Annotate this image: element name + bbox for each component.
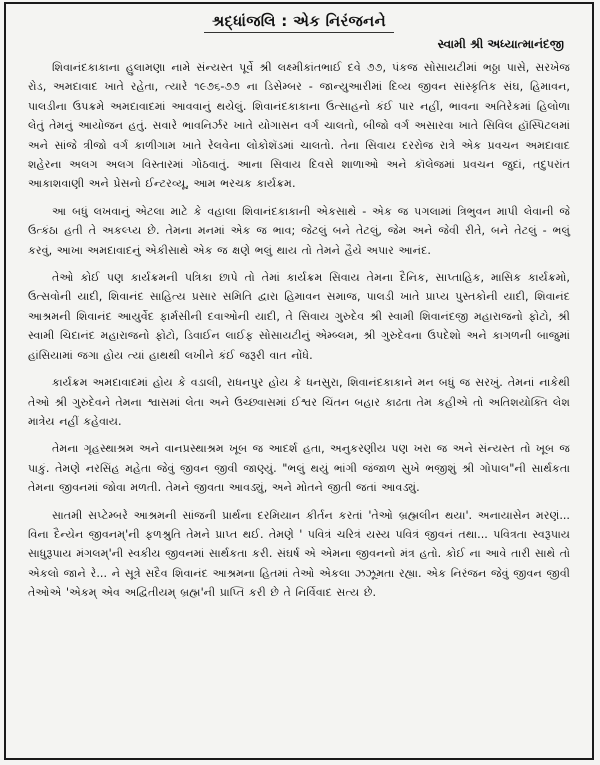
paragraph-4: કાર્યક્રમ અમદાવાદમાં હોય કે વડાલી, રાધનપુર હોય કે ધનસુરા, શિવાનંદકાકાને મન બધું જ સરખું. તેમનાં નાકેથી તેઓ શ્રી ગુરુદેવને તેમના શ્વાસમાં લેતા અને ઉચ્છ્વાસમાં ઈશ્વર ચિંતન બહાર કાઢતા તેમ કહીએ તો અતિશયોક્તિ લેશ માત્રેય નહીં કહેવાય. xyxy=(28,376,570,428)
article-title: શ્રદ્ધાંજલિ : એક નિરંજનને xyxy=(204,10,394,33)
paragraph-1: શિવાનંદકાકાના હુલામણા નામે સંન્યસ્ત પૂર્વે શ્રી લક્ષ્મીકાંતભાઈ દવે ૭૭, પંકજ સોસાયટીમાં ભઠ્ઠા પાસે, સરખેજ રોડ, અમદાવાદ ખાતે રહેતા, ત્યારે ૧૯૭૬-૭૭ ના ડિસેમ્બર - જાન્યુઆરીમાં દિવ્ય જીવન સાંસ્કૃતિક સંઘ, હિમાવન, પાલડીના ઉપક્રમે અમદાવાદમાં આવવાનું થયેલું. શિવાનંદકાકાના ઉત્સાહનો કંઈ પાર નહીં, ભાવના અતિરેકમાં હિલોળા લેતું તેમનું આયોજન હતું. સવારે ભાવનિર્ઝર ખાતે યોગાસન વર્ગ ચાલતો, બીજો વર્ગ અસારવા ખાતે સિવિલ હૉસ્પિટલમાં અને સાંજે ત્રીજો વર્ગ કાળીગામ ખાતે રેલવેના લોકોશૅડમાં ચાલતો. તેના સિવાય દરરોજ રાત્રે એક પ્રવચન અમદાવાદ શહેરના અલગ અલગ વિસ્તારમાં ગોઠવાતું. આના સિવાય દિવસે શાળાઓ અને કૉલેજમાં પ્રવચન જુદાં, તદુપરાંત આકાશવાણી અને પ્રેસનો ઈન્ટરવ્યૂ, આમ ભરચક કાર્યક્રમ. xyxy=(28,61,570,191)
paragraph-3: તેઓ કોઈ પણ કાર્યક્રમની પત્રિકા છાપે તો તેમાં કાર્યક્રમ સિવાય તેમના દૈનિક, સાપ્તાહિક, માસિક કાર્યક્રમો, ઉત્સવોની યાદી, શિવાનંદ સાહિત્ય પ્રસાર સમિતિ દ્વારા હિમાવન સમાજ, પાલડી ખાતે પ્રાપ્ય પુસ્તકોની યાદી, શિવાનંદ આશ્રમની શિવાનંદ આયુર્વેદ ફાર્મસીની દવાઓની યાદી, તે સિવાય ગુરુદેવ શ્રી સ્વામી શિવાનંદજી મહારાજનો ફોટો, શ્રી સ્વામી ચિદાનંદ મહારાજનો ફોટો, ડિવાઈન લાઈફ સોસાયટીનું એમ્બ્લમ, શ્રી ગુરુદેવના ઉપદેશો અને કાગળની બાજુમાં હાંસિયામાં જગા હોય ત્યાં હાથથી લખીને કંઈ જરૂરી વાત નોંધે. xyxy=(28,271,570,362)
article-frame xyxy=(4,2,594,760)
paragraph-5: તેમના ગૃહસ્થાશ્રમ અને વાનપ્રસ્થાશ્રમ ખૂબ જ આદર્શ હતા, અનુકરણીય પણ ખરા જ અને સંન્યસ્ત તો ખૂબ જ પાકું. તેમણે નરસિંહ મહેતા જેવું જીવન જીવી જાણ્યું. "ભલું થયું ભાંગી જંજાળ સુખે ભજીશું શ્રી ગોપાલ"ની સાર્થકતા તેમના જીવનમાં જોવા મળતી. તેમને જીવતા આવડ્યું, અને મોતને જીતી જતાં આવડ્યું. xyxy=(28,442,570,495)
article-author: સ્વામી શ્રી અધ્યાત્માનંદજી xyxy=(437,37,564,51)
title-wrap xyxy=(28,10,570,33)
paragraph-2: આ બધું લખવાનું એટલા માટે કે વહાલા શિવાનંદકાકાની એકસાથે - એક જ પગલામાં ત્રિભુવન માપી લેવાની જે ઉત્કંઠા હતી તે અકલ્પ્ય છે. તેમના મનમાં એક જ ભાવ; જેટલું બને તેટલું, જેમ અને જેવી રીતે, બને તેટલું - ભલું કરવું, આખા અમદાવાદનું એકીસાથે એક જ ક્ષણે ભલું થાય તો તેમને હૈયે અપાર આનંદ. xyxy=(28,204,570,257)
paragraph-6: સાતમી સપ્ટેમ્બરે આશ્રમની સાંજની પ્રાર્થના દરમિયાન કીર્તન કરતાં 'તેઓ બ્રહ્મલીન થયા'. અનાયાસેન મરણં... વિના દૈન્યેન જીવનમ્'ની ફળશ્રુતિ તેમને પ્રાપ્ત થઈ. તેમણે ' પવિત્રં ચરિત્રં યસ્ય પવિત્રં જીવનં તથા... પવિત્રતા સ્વરૂપાય સાધુરૂપાય મંગલમ્'ની સ્વકીય જીવનમાં સાર્થકતા કરી. સંઘર્ષ એ એમના જીવનનો મંત્ર હતો. કોઈ ના આવે તારી સાથે તો એકલો જાને રે... ને સૂત્રે સદૈવ શિવાનંદ આશ્રમના હિતમાં તેઓ એકલા ઝઝૂમતા રહ્યા. એક નિરંજન જેવું જીવન જીવી તેઓએ 'એકમ્ એવ અદ્વિતીયમ્ બ્રહ્મ'ની પ્રાપ્તિ કરી છે તે નિર્વિવાદ સત્ય છે. xyxy=(28,508,570,600)
